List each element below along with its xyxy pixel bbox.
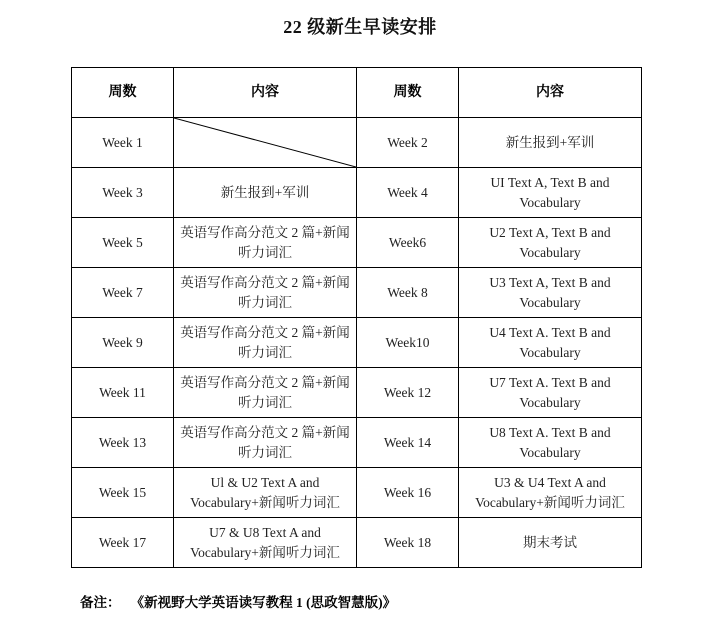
week-cell: Week 17 (72, 518, 174, 568)
week-cell: Week 1 (72, 118, 174, 168)
content-cell: Ul & U2 Text A and Vocabulary+新闻听力词汇 (174, 468, 357, 518)
content-cell: 英语写作高分范文 2 篇+新闻听力词汇 (174, 318, 357, 368)
week-cell: Week10 (357, 318, 459, 368)
week-cell: Week 5 (72, 218, 174, 268)
content-cell: U2 Text A, Text B and Vocabulary (459, 218, 642, 268)
footnote (80, 591, 396, 611)
schedule-table (71, 67, 642, 568)
week-cell: Week 14 (357, 418, 459, 468)
table-row (72, 218, 642, 268)
week-cell: Week 7 (72, 268, 174, 318)
week-cell: Week 15 (72, 468, 174, 518)
content-cell: U7 Text A. Text B and Vocabulary (459, 368, 642, 418)
content-cell: UI Text A, Text B and Vocabulary (459, 168, 642, 218)
diagonal-empty-cell (174, 118, 357, 168)
table-row (72, 118, 642, 168)
table-row (72, 368, 642, 418)
table-row (72, 268, 642, 318)
table-header-row (72, 68, 642, 118)
table-row (72, 168, 642, 218)
week-cell: Week 16 (357, 468, 459, 518)
content-cell: U8 Text A. Text B and Vocabulary (459, 418, 642, 468)
week-cell: Week 3 (72, 168, 174, 218)
header-content-1: 内容 (174, 68, 357, 118)
week-cell: Week6 (357, 218, 459, 268)
page-title: 22 级新生早读安排 (283, 17, 437, 37)
footnote-spacer (121, 595, 131, 610)
content-cell: 期末考试 (459, 518, 642, 568)
content-cell: 英语写作高分范文 2 篇+新闻听力词汇 (174, 218, 357, 268)
content-cell: U4 Text A. Text B and Vocabulary (459, 318, 642, 368)
header-week-2: 周数 (357, 68, 459, 118)
content-cell: 新生报到+军训 (459, 118, 642, 168)
week-cell: Week 4 (357, 168, 459, 218)
diagonal-line (174, 118, 356, 167)
footnote-label: 备注： (80, 595, 121, 610)
header-week-1: 周数 (72, 68, 174, 118)
week-cell: Week 18 (357, 518, 459, 568)
table-row (72, 468, 642, 518)
table-row (72, 318, 642, 368)
content-cell: 英语写作高分范文 2 篇+新闻听力词汇 (174, 268, 357, 318)
week-cell: Week 2 (357, 118, 459, 168)
week-cell: Week 11 (72, 368, 174, 418)
week-cell: Week 12 (357, 368, 459, 418)
content-cell: U3 & U4 Text A and Vocabulary+新闻听力词汇 (459, 468, 642, 518)
content-cell: 英语写作高分范文 2 篇+新闻听力词汇 (174, 418, 357, 468)
content-cell: U7 & U8 Text A and Vocabulary+新闻听力词汇 (174, 518, 357, 568)
content-cell: 新生报到+军训 (174, 168, 357, 218)
footnote-text: 《新视野大学英语读写教程 1 (思政智慧版)》 (130, 595, 397, 610)
week-cell: Week 13 (72, 418, 174, 468)
content-cell: U3 Text A, Text B and Vocabulary (459, 268, 642, 318)
table-row (72, 518, 642, 568)
week-cell: Week 9 (72, 318, 174, 368)
week-cell: Week 8 (357, 268, 459, 318)
table-row (72, 418, 642, 468)
header-content-2: 内容 (459, 68, 642, 118)
content-cell: 英语写作高分范文 2 篇+新闻听力词汇 (174, 368, 357, 418)
